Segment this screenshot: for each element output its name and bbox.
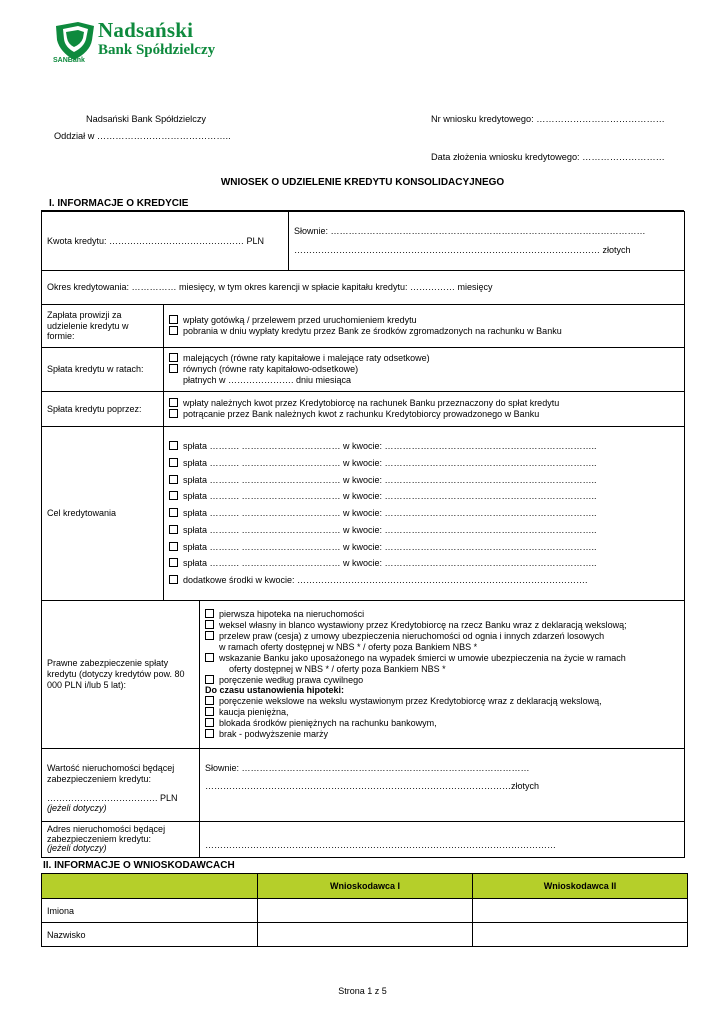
- checkbox[interactable]: [169, 475, 178, 484]
- property-address-cell: [42, 822, 200, 858]
- checkbox[interactable]: [205, 631, 214, 640]
- section-1-heading: I. INFORMACJE O KREDYCIE: [49, 198, 189, 209]
- purpose-line[interactable]: spłata ………. …………………………… w kwocie: ……………………………………………………………..: [169, 438, 679, 455]
- collateral-label: Prawne zabezpieczenie spłaty kredytu (dotyczy kredytów pow. 80 000 PLN i/lub 5 lat):: [42, 601, 200, 749]
- property-value-note: (jeżeli dotyczy): [47, 803, 107, 814]
- credit-period-field[interactable]: Okres kredytowania: …………… miesięcy, w tym okres karencji w spłacie kapitału kredytu: …………… miesięcy: [42, 271, 685, 305]
- collateral-option[interactable]: kaucja pieniężna,: [205, 707, 679, 718]
- application-date-field[interactable]: Data złożenia wniosku kredytowego: ………………………: [431, 152, 665, 162]
- checkbox[interactable]: [169, 542, 178, 551]
- applicant-2-surname-field[interactable]: [473, 923, 688, 947]
- logo-subtitle: Bank Spółdzielczy: [98, 42, 216, 58]
- applicant-1-surname-field[interactable]: [258, 923, 473, 947]
- checkbox[interactable]: [205, 609, 214, 618]
- property-value-row: [42, 749, 685, 822]
- purpose-lines: [164, 427, 685, 601]
- installments-row: [42, 348, 685, 392]
- checkbox[interactable]: [205, 729, 214, 738]
- fee-option-2[interactable]: pobrania w dniu wypłaty kredytu przez Bank ze środków zgromadzonych na rachunku w Banku: [169, 326, 679, 337]
- page-title: WNIOSEK O UDZIELENIE KREDYTU KONSOLIDACYJNEGO: [220, 177, 505, 188]
- checkbox[interactable]: [169, 315, 178, 324]
- repayment-option-2[interactable]: potrącanie przez Bank należnych kwot z rachunku Kredytobiorcy prowadzonego w Banku: [169, 409, 679, 420]
- purpose-line[interactable]: spłata ………. …………………………… w kwocie: ……………………………………………………………..: [169, 555, 679, 572]
- checkbox[interactable]: [205, 653, 214, 662]
- installments-label: Spłata kredytu w ratach:: [42, 348, 164, 392]
- collateral-option[interactable]: pierwsza hipoteka na nieruchomości: [205, 609, 679, 620]
- applicant-2-header: Wnioskodawca II: [473, 874, 688, 899]
- applicants-header-empty: [42, 874, 258, 899]
- branch-field[interactable]: Oddział w ……………………………………..: [54, 131, 231, 141]
- collateral-options: [200, 601, 685, 749]
- property-words-line-1: Słownie: ……………………………………………………………………………………: [205, 763, 530, 773]
- bank-name: Nadsański Bank Spółdzielczy: [86, 114, 207, 124]
- property-address-label: Adres nieruchomości będącej zabezpieczeniem kredytu:: [47, 824, 166, 844]
- fee-option-1[interactable]: wpłaty gotówką / przelewem przed uruchomieniem kredytu: [169, 315, 679, 326]
- property-address-row: [42, 822, 685, 858]
- credit-period-row: [42, 271, 685, 305]
- checkbox[interactable]: [205, 718, 214, 727]
- checkbox[interactable]: [169, 409, 178, 418]
- purpose-row: [42, 427, 685, 601]
- credit-amount-field[interactable]: Kwota kredytu: ……………………………………… PLN: [42, 212, 289, 271]
- checkbox[interactable]: [205, 707, 214, 716]
- property-address-note: (jeżeli dotyczy): [47, 843, 107, 854]
- words-line-1: Słownie: ……………………………………………………………………………………………: [294, 226, 646, 237]
- applicants-table: [41, 873, 688, 947]
- installments-payable-day[interactable]: płatnych w …………………. dniu miesiąca: [183, 374, 352, 385]
- applicant-1-header: Wnioskodawca I: [258, 874, 473, 899]
- checkbox[interactable]: [169, 364, 178, 373]
- table-row: [42, 899, 688, 923]
- property-words-line-2: …………………………………………………………………………………………złotych: [205, 780, 540, 791]
- purpose-line[interactable]: spłata ………. …………………………… w kwocie: ……………………………………………………………..: [169, 472, 679, 489]
- applicant-1-first-names-field[interactable]: [258, 899, 473, 923]
- property-value-label: Wartość nieruchomości będącej zabezpieczeniem kredytu:: [47, 763, 175, 784]
- credit-info-table: [41, 211, 685, 858]
- applicants-header-row: [42, 874, 688, 899]
- repayment-row: [42, 392, 685, 427]
- checkbox[interactable]: [205, 620, 214, 629]
- purpose-line[interactable]: spłata ………. …………………………… w kwocie: ……………………………………………………………..: [169, 522, 679, 539]
- checkbox[interactable]: [205, 696, 214, 705]
- collateral-option-continued: w ramach oferty dostępnej w NBS * / oferty poza Bankiem NBS *: [219, 641, 478, 652]
- collateral-option[interactable]: przelew praw (cesja) z umowy ubezpieczenia nieruchomości od ognia i innych zdarzeń losowych: [205, 631, 679, 642]
- checkbox[interactable]: [169, 353, 178, 362]
- credit-amount-row: [42, 212, 685, 271]
- collateral-option[interactable]: poręczenie wekslowe na wekslu wystawionym przez Kredytobiorcę wraz z deklaracją wekslową,: [205, 696, 679, 707]
- until-mortgage-heading: Do czasu ustanowienia hipoteki:: [205, 685, 345, 696]
- property-value-amount[interactable]: ………………………………. PLN: [47, 792, 178, 803]
- words-line-2: ………………………………………………………………………………………… złotych: [294, 245, 631, 255]
- checkbox[interactable]: [169, 326, 178, 335]
- first-names-label: Imiona: [42, 899, 258, 923]
- property-value-words-field[interactable]: [200, 749, 685, 822]
- installments-option-2[interactable]: równych (równe raty kapitałowo-odsetkowe): [169, 364, 679, 375]
- table-row: [42, 923, 688, 947]
- fee-row: [42, 305, 685, 348]
- checkbox[interactable]: [169, 558, 178, 567]
- checkbox[interactable]: [169, 508, 178, 517]
- page-number: Strona 1 z 5: [338, 986, 387, 996]
- additional-funds-line[interactable]: dodatkowe środki w kwocie: …………………………………………………………………………………….: [169, 572, 679, 589]
- checkbox[interactable]: [169, 441, 178, 450]
- installments-option-1[interactable]: malejących (równe raty kapitałowe i malejące raty odsetkowe): [169, 353, 679, 364]
- collateral-option[interactable]: wskazanie Banku jako uposażonego na wypadek śmierci w umowie ubezpieczenia na życie w ramach: [205, 653, 679, 664]
- applicant-2-first-names-field[interactable]: [473, 899, 688, 923]
- purpose-line[interactable]: spłata ………. …………………………… w kwocie: ……………………………………………………………..: [169, 505, 679, 522]
- checkbox[interactable]: [169, 491, 178, 500]
- checkbox[interactable]: [169, 458, 178, 467]
- collateral-option[interactable]: blokada środków pieniężnych na rachunku bankowym,: [205, 718, 679, 729]
- checkbox[interactable]: [169, 575, 178, 584]
- logo-brand: SANBank: [53, 57, 85, 64]
- property-value-cell: [42, 749, 200, 822]
- collateral-option[interactable]: poręczenie według prawa cywilnego: [205, 675, 679, 686]
- collateral-row: [42, 601, 685, 749]
- repayment-label: Spłata kredytu poprzez:: [42, 392, 164, 427]
- repayment-option-1[interactable]: wpłaty należnych kwot przez Kredytobiorcę na rachunek Banku przeznaczony do spłat kredytu: [169, 398, 679, 409]
- purpose-line[interactable]: spłata ………. …………………………… w kwocie: ……………………………………………………………..: [169, 455, 679, 472]
- collateral-option[interactable]: brak - podwyższenie marży: [205, 729, 679, 740]
- checkbox[interactable]: [169, 525, 178, 534]
- checkbox[interactable]: [205, 675, 214, 684]
- purpose-line[interactable]: spłata ………. …………………………… w kwocie: ……………………………………………………………..: [169, 488, 679, 505]
- purpose-label: Cel kredytowania: [42, 427, 164, 601]
- checkbox[interactable]: [169, 398, 178, 407]
- surname-label: Nazwisko: [42, 923, 258, 947]
- property-address-field[interactable]: ………………………………………………………………………………………………………: [200, 822, 685, 858]
- collateral-option[interactable]: weksel własny in blanco wystawiony przez Kredytobiorcę na rzecz Banku wraz z deklaracją wekslową;: [205, 620, 679, 631]
- logo-title: Nadsański: [98, 18, 194, 42]
- application-number-field[interactable]: Nr wniosku kredytowego: ……………………………………: [431, 114, 665, 124]
- section-2-heading: II. INFORMACJE O WNIOSKODAWCACH: [43, 860, 235, 871]
- credit-amount-words-field[interactable]: [289, 212, 685, 271]
- collateral-option-continued: oferty dostępnej w NBS * / oferty poza Bankiem NBS *: [229, 663, 446, 674]
- purpose-line[interactable]: spłata ………. …………………………… w kwocie: ……………………………………………………………..: [169, 539, 679, 556]
- fee-label: Zapłata prowizji za udzielenie kredytu w formie:: [42, 305, 164, 348]
